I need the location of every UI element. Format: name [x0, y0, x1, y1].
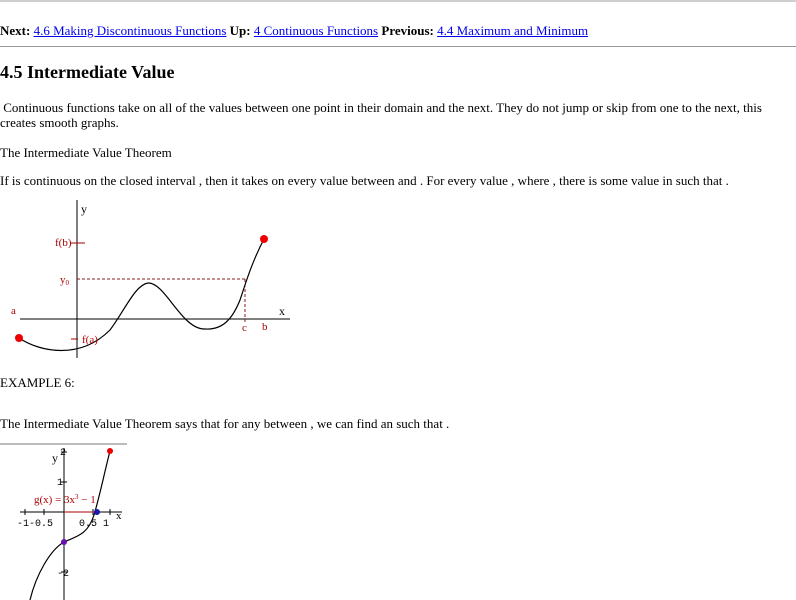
example-graph	[0, 440, 140, 600]
fa-label: f(a)	[82, 334, 98, 346]
figure2-x-ticks-right: 0.5 1	[79, 519, 110, 530]
next-label: Next:	[0, 23, 31, 38]
point-root	[94, 509, 100, 515]
intro-text: Continuous functions take on all of the values between one point in their domain and the next. They do not jump or skip from one to the next, this creates smooth graphs.	[0, 100, 762, 130]
section-title: 4.5 Intermediate Value	[0, 62, 175, 82]
example-label: EXAMPLE 6:	[0, 375, 75, 390]
fb-label: f(b)	[55, 237, 72, 249]
c-label: c	[242, 322, 247, 334]
example-text: The Intermediate Value Theorem says that for any between , we can find an such that .	[0, 416, 450, 431]
up-link[interactable]: 4 Continuous Functions	[253, 23, 379, 38]
navigation-bar	[0, 23, 588, 39]
figure1-y-label: y	[81, 202, 87, 216]
figure2-x-label: x	[116, 510, 122, 522]
intermediate-value-figure	[0, 195, 300, 365]
a-label: a	[11, 305, 16, 317]
figure2-tick-label-neg2: -2	[57, 569, 70, 580]
function-curve	[19, 239, 264, 351]
theorem-heading: The Intermediate Value Theorem	[0, 145, 172, 160]
theorem-statement: If is continuous on the closed interval , then it takes on every value between and . For every value , where , there is some value in such that .	[0, 173, 729, 188]
top-rule	[0, 0, 796, 2]
next-link[interactable]: 4.6 Making Discontinuous Functions	[33, 23, 227, 38]
figure2-y-label: y	[52, 451, 58, 465]
figure2-tick-label-1: 1	[57, 478, 64, 489]
up-label: Up:	[229, 23, 251, 38]
g-equation: $g(x) = 3x^3 - 1$	[34, 493, 96, 506]
nav-divider	[0, 46, 796, 47]
intro-paragraph	[0, 100, 790, 130]
figure2-tick-label-2: 2	[60, 448, 67, 459]
point-endpoint	[107, 448, 113, 454]
previous-label: Previous:	[381, 23, 434, 38]
point-b	[260, 235, 268, 243]
point-y-intercept	[61, 539, 67, 545]
figure2-x-ticks-left: -1-0.5	[17, 519, 54, 530]
previous-link[interactable]: 4.4 Maximum and Minimum	[437, 23, 589, 38]
b-label: b	[262, 321, 268, 333]
y0-label: y0	[60, 274, 69, 287]
figure1-x-label: x	[279, 304, 285, 318]
point-a	[15, 334, 23, 342]
